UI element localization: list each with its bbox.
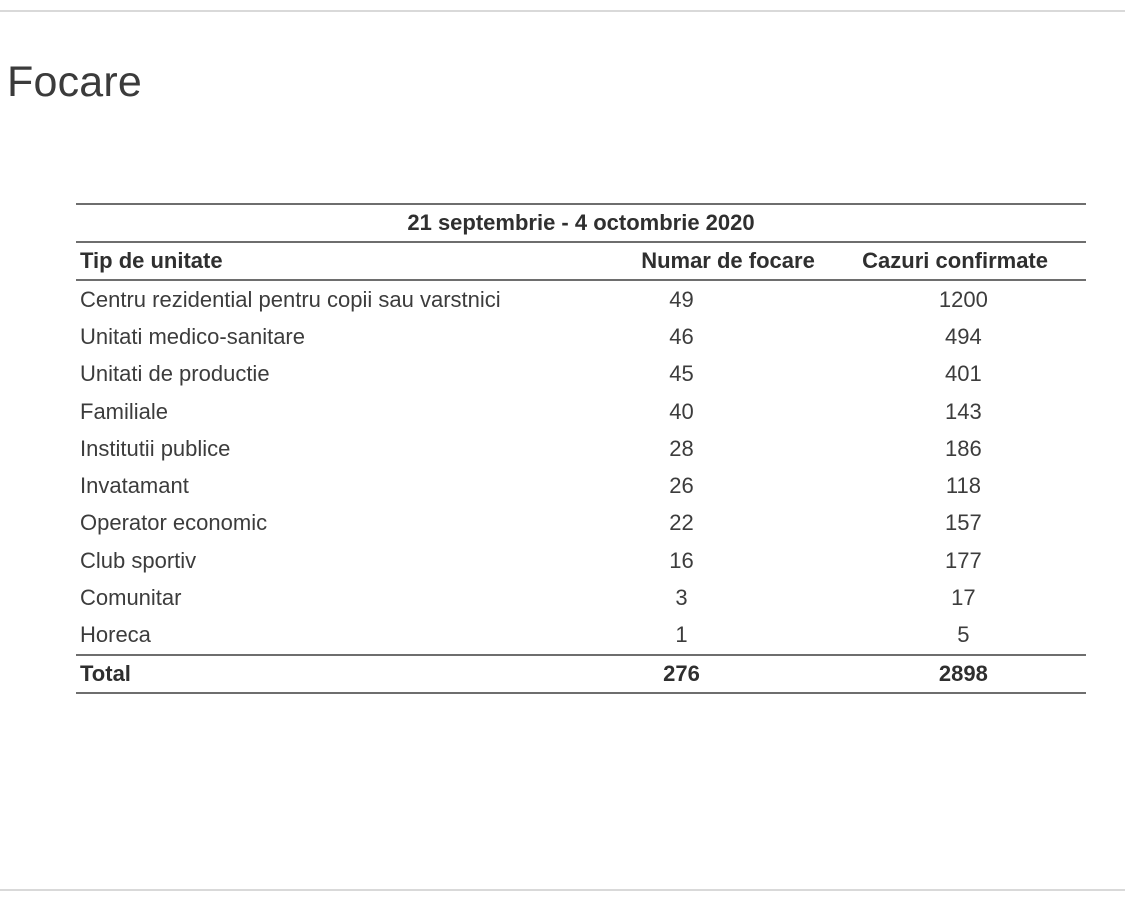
cell-cases: 401	[945, 361, 982, 387]
cell-cases: 143	[945, 398, 982, 424]
table-caption: 21 septembrie - 4 octombrie 2020	[76, 204, 1086, 242]
outbreaks-table	[76, 203, 1086, 694]
table-row	[76, 542, 1086, 579]
cell-cases: 5	[957, 622, 970, 648]
cell-cases: 1200	[938, 286, 988, 312]
cell-count: 28	[669, 435, 694, 461]
cell-cases: 157	[945, 510, 982, 536]
cell-type: Comunitar	[80, 585, 182, 611]
table-row	[76, 318, 1086, 355]
header-count: Numar de focare	[584, 242, 815, 280]
cell-cases: 186	[945, 435, 982, 461]
total-count: 276	[584, 655, 815, 693]
table-row	[76, 505, 1086, 542]
header-cases: Cazuri confirmate	[815, 242, 1086, 280]
table-row	[76, 467, 1086, 504]
cell-type: Invatamant	[80, 473, 189, 499]
cell-cases: 17	[951, 585, 976, 611]
top-divider	[0, 10, 1125, 12]
cell-type: Horeca	[80, 622, 151, 648]
total-row	[76, 655, 1086, 693]
cell-type: Club sportiv	[80, 547, 197, 573]
cell-count: 26	[669, 473, 694, 499]
table-row	[76, 579, 1086, 616]
table-caption-row	[76, 204, 1086, 242]
header-type: Tip de unitate	[76, 242, 584, 280]
cell-count: 46	[669, 323, 694, 349]
cell-type: Centru rezidential pentru copii sau varstnici	[80, 286, 501, 312]
cell-cases: 494	[945, 323, 982, 349]
total-cases: 2898	[815, 655, 1086, 693]
table-row	[76, 430, 1086, 467]
table-row	[76, 280, 1086, 318]
total-label: Total	[76, 655, 584, 693]
cell-count: 3	[675, 585, 688, 611]
outbreaks-table-container	[76, 203, 1086, 694]
bottom-divider	[0, 889, 1125, 891]
cell-cases: 177	[945, 547, 982, 573]
cell-type: Unitati medico-sanitare	[80, 323, 305, 349]
cell-cases: 118	[945, 473, 981, 499]
table-row	[76, 356, 1086, 393]
cell-type: Institutii publice	[80, 435, 231, 461]
cell-count: 40	[669, 398, 694, 424]
page-title: Focare	[7, 58, 143, 106]
table-row	[76, 617, 1086, 655]
cell-count: 45	[669, 361, 694, 387]
cell-count: 16	[669, 547, 694, 573]
cell-type: Familiale	[80, 398, 169, 424]
cell-type: Unitati de productie	[80, 361, 270, 387]
table-header-row	[76, 242, 1086, 280]
table-row	[76, 393, 1086, 430]
cell-count: 1	[675, 622, 688, 648]
cell-count: 49	[669, 286, 694, 312]
cell-count: 22	[669, 510, 694, 536]
cell-type: Operator economic	[80, 510, 268, 536]
